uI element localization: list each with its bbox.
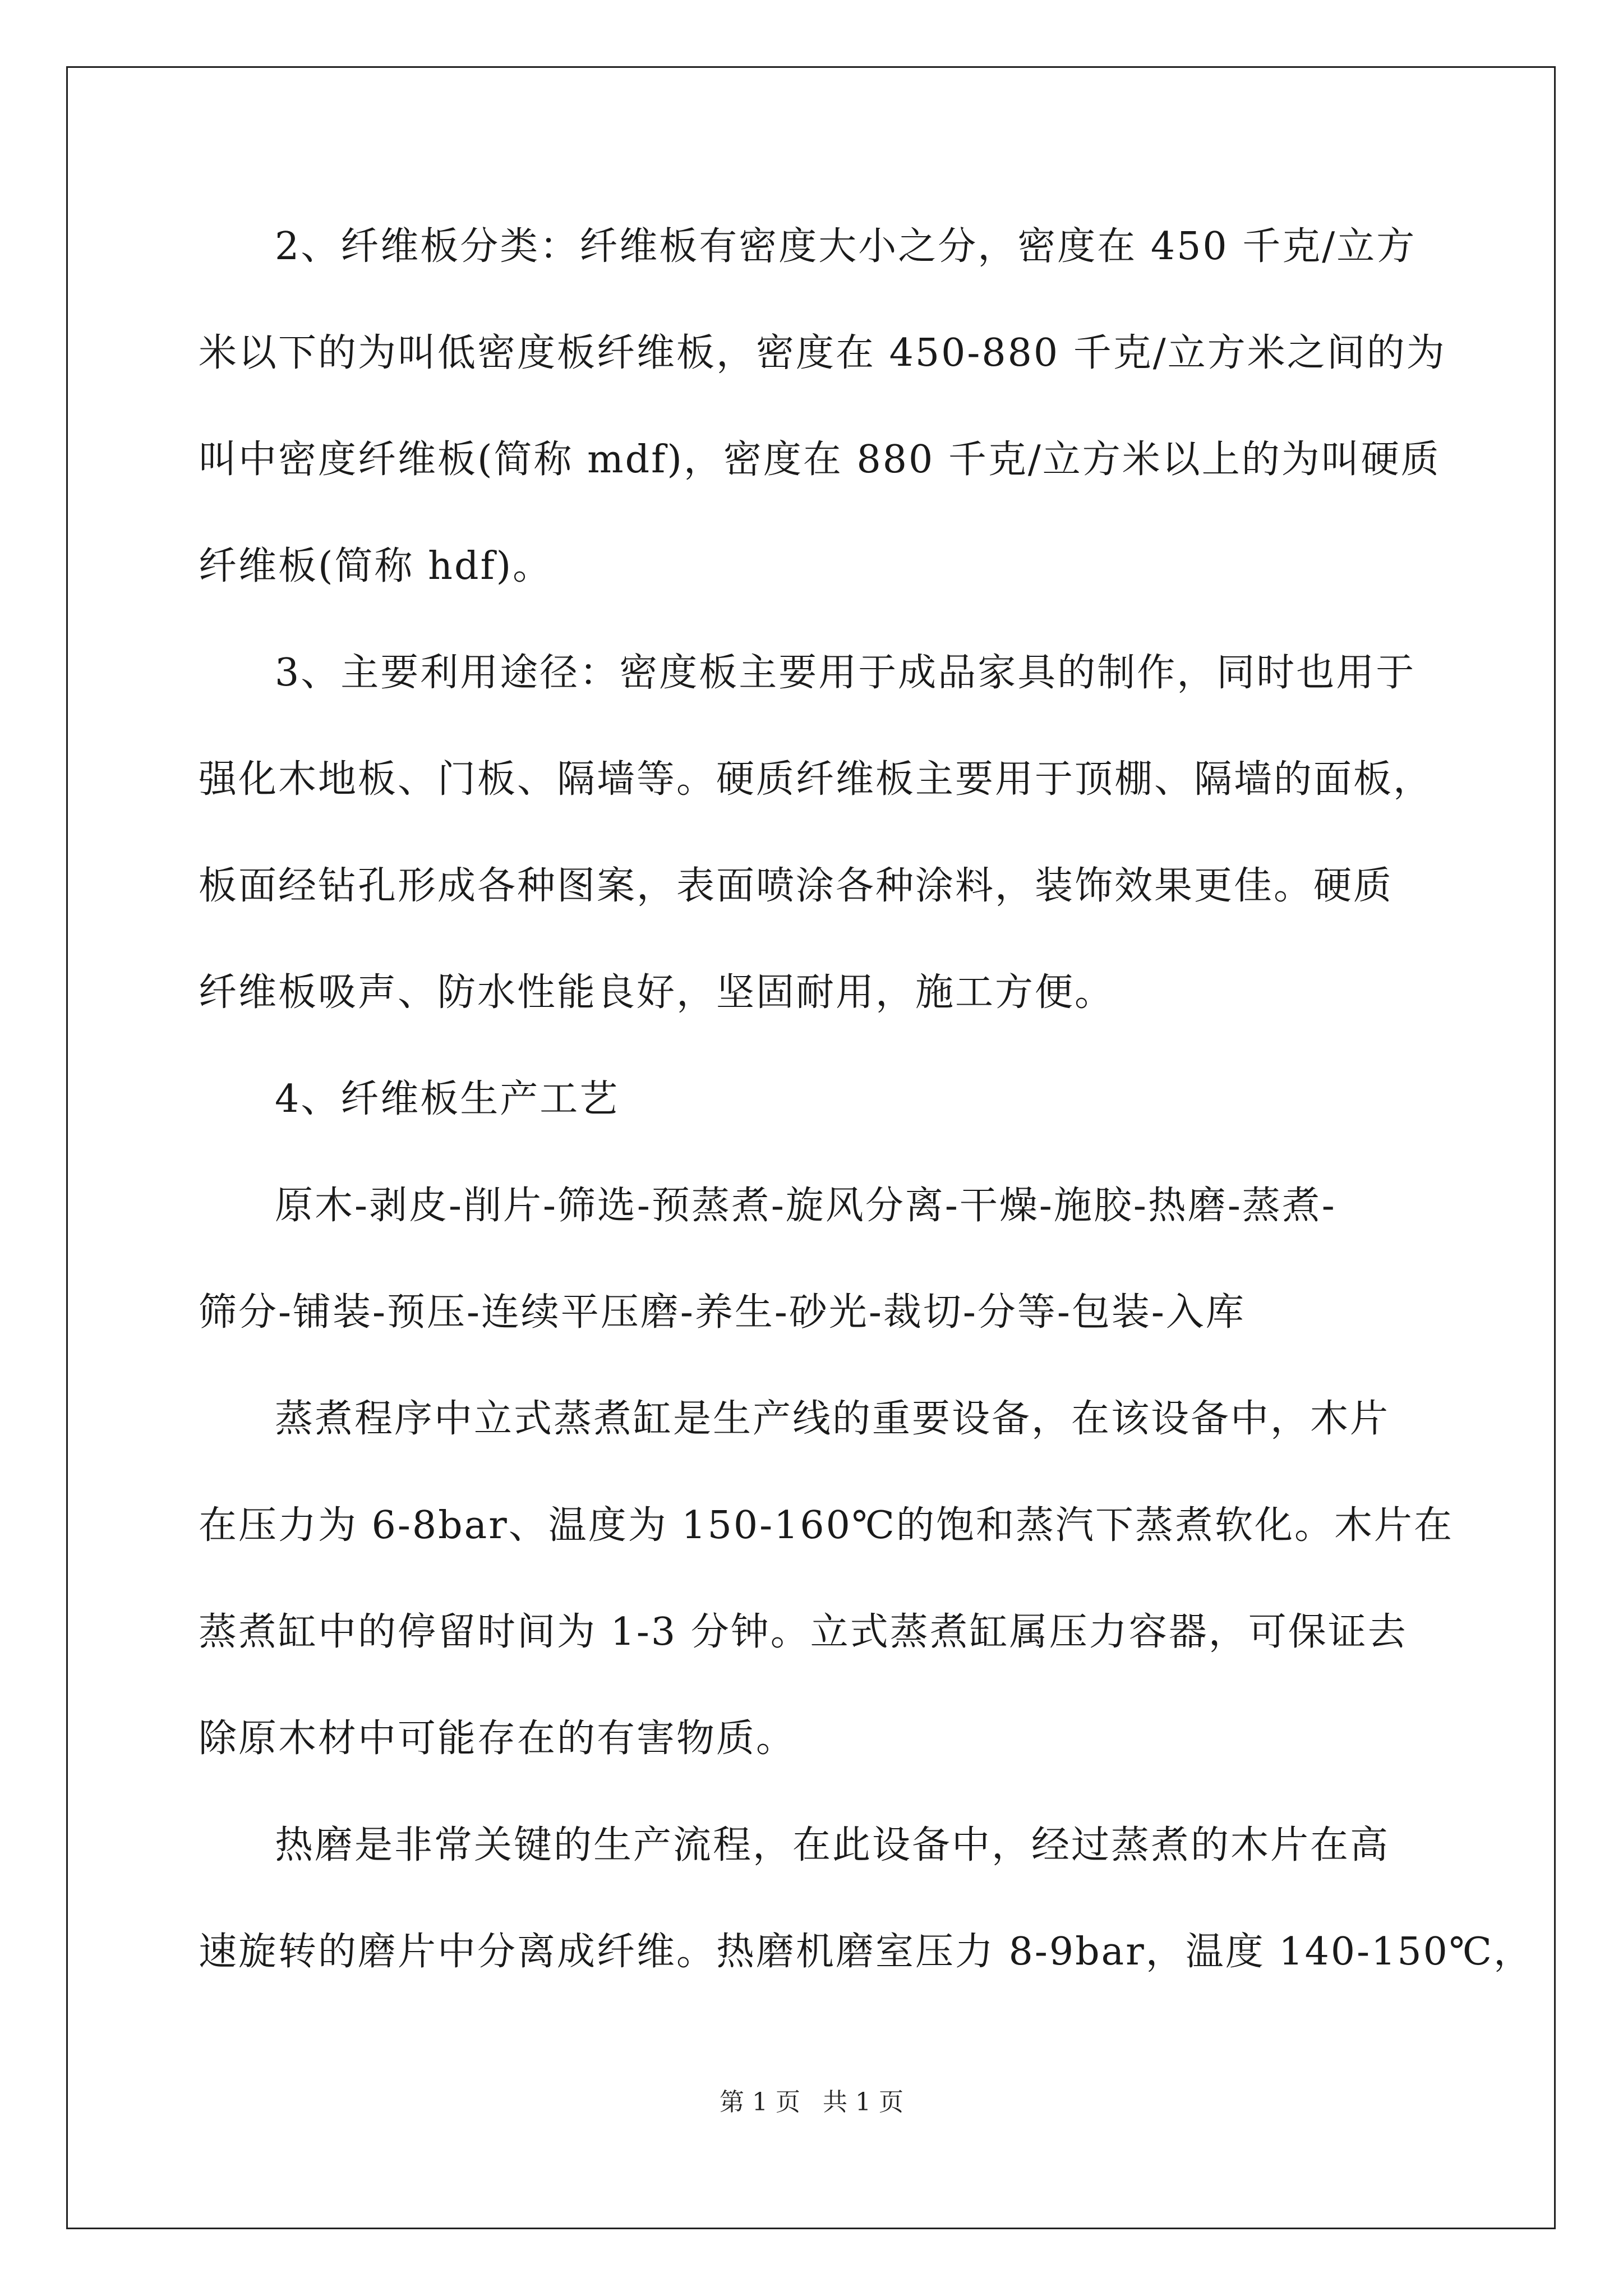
paragraph-5-line-1: 蒸煮程序中立式蒸煮缸是生产线的重要设备，在该设备中，木片 [275, 1397, 1390, 1441]
paragraph-1-line-4: 纤维板(简称 hdf)。 [199, 544, 553, 588]
paragraph-2-line-2: 强化木地板、门板、隔墙等。硬质纤维板主要用于顶棚、隔墙的面板， [199, 757, 1433, 802]
paragraph-1-line-3: 叫中密度纤维板(简称 mdf)，密度在 880 千克/立方米以上的为叫硬质 [199, 438, 1441, 482]
paragraph-1-line-1: 2、纤维板分类：纤维板有密度大小之分，密度在 450 千克/立方 [275, 224, 1417, 269]
paragraph-3-heading: 4、纤维板生产工艺 [275, 1077, 620, 1121]
paragraph-2-line-1: 3、主要利用途径：密度板主要用于成品家具的制作，同时也用于 [275, 651, 1416, 695]
page-total: 共 1 页 [823, 2088, 903, 2116]
page-border [66, 66, 1556, 2229]
paragraph-6-line-2: 速旋转的磨片中分离成纤维。热磨机磨室压力 8-9bar，温度 140-150℃， [199, 1930, 1533, 1974]
paragraph-2-line-4: 纤维板吸声、防水性能良好，坚固耐用，施工方便。 [199, 970, 1115, 1015]
paragraph-5-line-4: 除原木材中可能存在的有害物质。 [199, 1717, 796, 1761]
page-number: 第 1 页 [720, 2088, 800, 2116]
paragraph-5-line-2: 在压力为 6-8bar、温度为 150-160℃的饱和蒸汽下蒸煮软化。木片在 [199, 1503, 1454, 1548]
paragraph-2-line-3: 板面经钻孔形成各种图案，表面喷涂各种涂料，装饰效果更佳。硬质 [199, 864, 1394, 908]
paragraph-1-line-2: 米以下的为叫低密度板纤维板，密度在 450-880 千克/立方米之间的为 [199, 331, 1446, 375]
paragraph-4-line-1: 原木-剥皮-削片-筛选-预蒸煮-旋风分离-干燥-施胶-热磨-蒸煮- [275, 1184, 1336, 1228]
paragraph-6-line-1: 热磨是非常关键的生产流程，在此设备中，经过蒸煮的木片在高 [275, 1823, 1390, 1867]
paragraph-5-line-3: 蒸煮缸中的停留时间为 1-3 分钟。立式蒸煮缸属压力容器，可保证去 [199, 1610, 1408, 1654]
page-footer [0, 2086, 1623, 2119]
paragraph-4-line-2: 筛分-铺装-预压-连续平压磨-养生-砂光-裁切-分等-包装-入库 [199, 1290, 1246, 1335]
